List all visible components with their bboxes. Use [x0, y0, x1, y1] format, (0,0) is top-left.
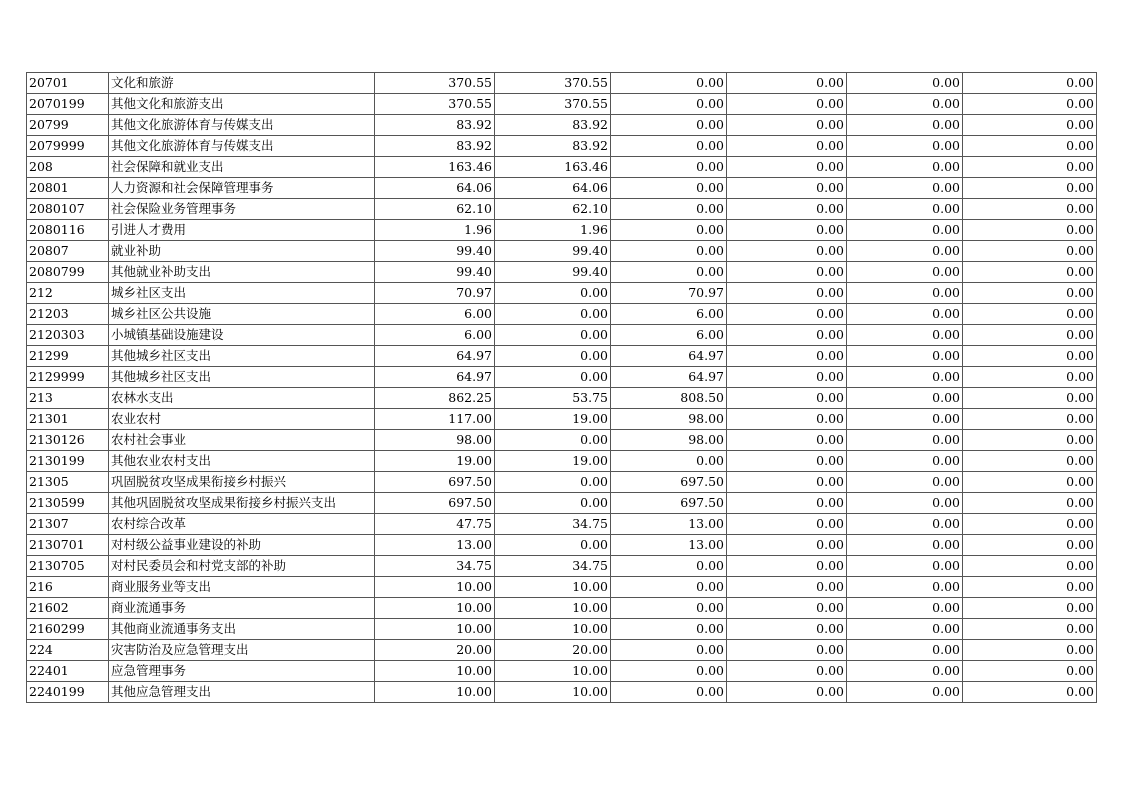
amount-cell: 70.97 — [611, 283, 727, 304]
subject-name-cell: 巩固脱贫攻坚成果衔接乡村振兴 — [109, 472, 375, 493]
amount-cell: 10.00 — [495, 577, 611, 598]
subject-code-cell: 21301 — [27, 409, 109, 430]
table-row — [27, 514, 1097, 535]
amount-cell: 0.00 — [727, 283, 847, 304]
expenditure-table — [26, 72, 1097, 703]
amount-cell: 0.00 — [847, 409, 963, 430]
table-row — [27, 220, 1097, 241]
amount-cell: 70.97 — [375, 283, 495, 304]
amount-cell: 19.00 — [495, 451, 611, 472]
amount-cell: 0.00 — [847, 682, 963, 703]
table-row — [27, 598, 1097, 619]
subject-code-cell: 2130701 — [27, 535, 109, 556]
table-row — [27, 157, 1097, 178]
amount-cell: 0.00 — [963, 136, 1097, 157]
amount-cell: 0.00 — [611, 451, 727, 472]
amount-cell: 6.00 — [611, 325, 727, 346]
amount-cell: 697.50 — [375, 493, 495, 514]
amount-cell: 0.00 — [727, 346, 847, 367]
amount-cell: 697.50 — [611, 472, 727, 493]
amount-cell: 370.55 — [495, 94, 611, 115]
subject-name-cell: 引进人才费用 — [109, 220, 375, 241]
amount-cell: 0.00 — [847, 241, 963, 262]
amount-cell: 0.00 — [727, 598, 847, 619]
amount-cell: 0.00 — [963, 94, 1097, 115]
table-row — [27, 94, 1097, 115]
amount-cell: 0.00 — [963, 157, 1097, 178]
subject-code-cell: 2240199 — [27, 682, 109, 703]
amount-cell: 0.00 — [963, 409, 1097, 430]
table-row — [27, 241, 1097, 262]
subject-code-cell: 2080799 — [27, 262, 109, 283]
amount-cell: 13.00 — [611, 535, 727, 556]
subject-name-cell: 灾害防治及应急管理支出 — [109, 640, 375, 661]
amount-cell: 0.00 — [727, 577, 847, 598]
table-row — [27, 577, 1097, 598]
amount-cell: 0.00 — [727, 199, 847, 220]
amount-cell: 99.40 — [375, 262, 495, 283]
amount-cell: 0.00 — [727, 73, 847, 94]
amount-cell: 0.00 — [847, 493, 963, 514]
table-row — [27, 619, 1097, 640]
amount-cell: 0.00 — [963, 73, 1097, 94]
amount-cell: 98.00 — [611, 430, 727, 451]
subject-name-cell: 农业农村 — [109, 409, 375, 430]
amount-cell: 697.50 — [375, 472, 495, 493]
table-row — [27, 451, 1097, 472]
amount-cell: 0.00 — [611, 577, 727, 598]
amount-cell: 0.00 — [727, 157, 847, 178]
subject-name-cell: 城乡社区支出 — [109, 283, 375, 304]
amount-cell: 0.00 — [611, 598, 727, 619]
amount-cell: 117.00 — [375, 409, 495, 430]
amount-cell: 370.55 — [375, 73, 495, 94]
table-row — [27, 325, 1097, 346]
amount-cell: 0.00 — [727, 304, 847, 325]
amount-cell: 0.00 — [963, 325, 1097, 346]
amount-cell: 808.50 — [611, 388, 727, 409]
amount-cell: 0.00 — [963, 661, 1097, 682]
subject-code-cell: 2130126 — [27, 430, 109, 451]
amount-cell: 0.00 — [611, 136, 727, 157]
amount-cell: 0.00 — [847, 157, 963, 178]
amount-cell: 0.00 — [847, 640, 963, 661]
amount-cell: 0.00 — [847, 388, 963, 409]
subject-code-cell: 21203 — [27, 304, 109, 325]
amount-cell: 1.96 — [375, 220, 495, 241]
amount-cell: 6.00 — [375, 325, 495, 346]
subject-code-cell: 21299 — [27, 346, 109, 367]
amount-cell: 0.00 — [495, 535, 611, 556]
amount-cell: 0.00 — [963, 682, 1097, 703]
subject-name-cell: 其他城乡社区支出 — [109, 367, 375, 388]
amount-cell: 163.46 — [495, 157, 611, 178]
subject-code-cell: 21305 — [27, 472, 109, 493]
amount-cell: 10.00 — [375, 619, 495, 640]
amount-cell: 34.75 — [495, 556, 611, 577]
table-row — [27, 472, 1097, 493]
table-row — [27, 535, 1097, 556]
amount-cell: 0.00 — [847, 514, 963, 535]
amount-cell: 0.00 — [963, 535, 1097, 556]
subject-code-cell: 20799 — [27, 115, 109, 136]
amount-cell: 13.00 — [611, 514, 727, 535]
amount-cell: 98.00 — [375, 430, 495, 451]
amount-cell: 83.92 — [375, 115, 495, 136]
amount-cell: 10.00 — [375, 577, 495, 598]
amount-cell: 0.00 — [727, 325, 847, 346]
amount-cell: 10.00 — [495, 619, 611, 640]
amount-cell: 0.00 — [727, 535, 847, 556]
amount-cell: 0.00 — [727, 115, 847, 136]
amount-cell: 0.00 — [847, 115, 963, 136]
amount-cell: 0.00 — [847, 619, 963, 640]
subject-name-cell: 就业补助 — [109, 241, 375, 262]
amount-cell: 0.00 — [847, 598, 963, 619]
subject-name-cell: 农村社会事业 — [109, 430, 375, 451]
amount-cell: 0.00 — [963, 451, 1097, 472]
table-row — [27, 73, 1097, 94]
amount-cell: 0.00 — [495, 472, 611, 493]
table-row — [27, 640, 1097, 661]
amount-cell: 83.92 — [495, 136, 611, 157]
subject-name-cell: 商业流通事务 — [109, 598, 375, 619]
amount-cell: 697.50 — [611, 493, 727, 514]
amount-cell: 0.00 — [727, 262, 847, 283]
subject-name-cell: 对村民委员会和村党支部的补助 — [109, 556, 375, 577]
amount-cell: 0.00 — [727, 661, 847, 682]
amount-cell: 0.00 — [847, 346, 963, 367]
amount-cell: 0.00 — [963, 178, 1097, 199]
subject-code-cell: 2160299 — [27, 619, 109, 640]
amount-cell: 64.97 — [375, 346, 495, 367]
subject-code-cell: 2120303 — [27, 325, 109, 346]
amount-cell: 163.46 — [375, 157, 495, 178]
amount-cell: 0.00 — [963, 493, 1097, 514]
amount-cell: 64.97 — [611, 346, 727, 367]
amount-cell: 0.00 — [611, 241, 727, 262]
subject-name-cell: 其他就业补助支出 — [109, 262, 375, 283]
subject-name-cell: 其他文化和旅游支出 — [109, 94, 375, 115]
subject-code-cell: 2129999 — [27, 367, 109, 388]
amount-cell: 0.00 — [847, 178, 963, 199]
table-row — [27, 430, 1097, 451]
amount-cell: 64.97 — [611, 367, 727, 388]
subject-code-cell: 2130705 — [27, 556, 109, 577]
amount-cell: 0.00 — [727, 682, 847, 703]
amount-cell: 0.00 — [611, 619, 727, 640]
subject-code-cell: 208 — [27, 157, 109, 178]
amount-cell: 98.00 — [611, 409, 727, 430]
amount-cell: 0.00 — [611, 682, 727, 703]
amount-cell: 0.00 — [963, 241, 1097, 262]
amount-cell: 0.00 — [963, 115, 1097, 136]
amount-cell: 0.00 — [727, 514, 847, 535]
amount-cell: 0.00 — [963, 640, 1097, 661]
subject-code-cell: 22401 — [27, 661, 109, 682]
amount-cell: 0.00 — [727, 640, 847, 661]
amount-cell: 0.00 — [963, 556, 1097, 577]
amount-cell: 0.00 — [963, 619, 1097, 640]
amount-cell: 10.00 — [495, 598, 611, 619]
amount-cell: 0.00 — [495, 304, 611, 325]
amount-cell: 0.00 — [611, 199, 727, 220]
amount-cell: 99.40 — [495, 241, 611, 262]
amount-cell: 0.00 — [727, 136, 847, 157]
amount-cell: 0.00 — [727, 430, 847, 451]
amount-cell: 0.00 — [847, 94, 963, 115]
amount-cell: 34.75 — [375, 556, 495, 577]
subject-code-cell: 2080116 — [27, 220, 109, 241]
amount-cell: 0.00 — [727, 94, 847, 115]
amount-cell: 0.00 — [963, 283, 1097, 304]
table-row — [27, 199, 1097, 220]
amount-cell: 0.00 — [495, 283, 611, 304]
amount-cell: 10.00 — [375, 682, 495, 703]
amount-cell: 20.00 — [495, 640, 611, 661]
amount-cell: 99.40 — [495, 262, 611, 283]
subject-name-cell: 应急管理事务 — [109, 661, 375, 682]
amount-cell: 0.00 — [963, 199, 1097, 220]
amount-cell: 0.00 — [847, 535, 963, 556]
amount-cell: 99.40 — [375, 241, 495, 262]
amount-cell: 0.00 — [847, 577, 963, 598]
amount-cell: 0.00 — [727, 472, 847, 493]
subject-code-cell: 20801 — [27, 178, 109, 199]
amount-cell: 64.06 — [375, 178, 495, 199]
subject-name-cell: 人力资源和社会保障管理事务 — [109, 178, 375, 199]
amount-cell: 0.00 — [847, 430, 963, 451]
subject-code-cell: 2070199 — [27, 94, 109, 115]
amount-cell: 0.00 — [495, 325, 611, 346]
subject-name-cell: 其他城乡社区支出 — [109, 346, 375, 367]
amount-cell: 370.55 — [375, 94, 495, 115]
table-row — [27, 115, 1097, 136]
table-row — [27, 304, 1097, 325]
subject-code-cell: 2080107 — [27, 199, 109, 220]
amount-cell: 0.00 — [611, 157, 727, 178]
subject-code-cell: 213 — [27, 388, 109, 409]
amount-cell: 0.00 — [847, 304, 963, 325]
amount-cell: 0.00 — [611, 178, 727, 199]
table-body — [27, 73, 1097, 703]
amount-cell: 0.00 — [847, 661, 963, 682]
subject-code-cell: 212 — [27, 283, 109, 304]
table-row — [27, 367, 1097, 388]
subject-name-cell: 小城镇基础设施建设 — [109, 325, 375, 346]
amount-cell: 13.00 — [375, 535, 495, 556]
amount-cell: 0.00 — [963, 304, 1097, 325]
table-row — [27, 262, 1097, 283]
amount-cell: 0.00 — [727, 619, 847, 640]
table-row — [27, 409, 1097, 430]
subject-name-cell: 文化和旅游 — [109, 73, 375, 94]
subject-name-cell: 对村级公益事业建设的补助 — [109, 535, 375, 556]
amount-cell: 0.00 — [847, 136, 963, 157]
amount-cell: 20.00 — [375, 640, 495, 661]
amount-cell: 0.00 — [611, 661, 727, 682]
amount-cell: 10.00 — [495, 682, 611, 703]
subject-name-cell: 农村综合改革 — [109, 514, 375, 535]
amount-cell: 0.00 — [847, 325, 963, 346]
amount-cell: 0.00 — [847, 367, 963, 388]
amount-cell: 53.75 — [495, 388, 611, 409]
amount-cell: 10.00 — [495, 661, 611, 682]
amount-cell: 0.00 — [611, 556, 727, 577]
table-row — [27, 682, 1097, 703]
table-row — [27, 493, 1097, 514]
table-row — [27, 178, 1097, 199]
subject-name-cell: 其他文化旅游体育与传媒支出 — [109, 136, 375, 157]
amount-cell: 47.75 — [375, 514, 495, 535]
table-row — [27, 346, 1097, 367]
subject-code-cell: 216 — [27, 577, 109, 598]
amount-cell: 0.00 — [847, 451, 963, 472]
subject-code-cell: 21307 — [27, 514, 109, 535]
amount-cell: 19.00 — [375, 451, 495, 472]
amount-cell: 0.00 — [963, 577, 1097, 598]
amount-cell: 0.00 — [847, 283, 963, 304]
table-row — [27, 556, 1097, 577]
amount-cell: 0.00 — [963, 472, 1097, 493]
subject-code-cell: 224 — [27, 640, 109, 661]
amount-cell: 0.00 — [847, 556, 963, 577]
amount-cell: 1.96 — [495, 220, 611, 241]
amount-cell: 19.00 — [495, 409, 611, 430]
subject-name-cell: 商业服务业等支出 — [109, 577, 375, 598]
subject-code-cell: 20807 — [27, 241, 109, 262]
amount-cell: 0.00 — [727, 178, 847, 199]
subject-code-cell: 2079999 — [27, 136, 109, 157]
table-row — [27, 388, 1097, 409]
amount-cell: 0.00 — [611, 94, 727, 115]
amount-cell: 6.00 — [375, 304, 495, 325]
subject-code-cell: 2130599 — [27, 493, 109, 514]
amount-cell: 10.00 — [375, 661, 495, 682]
subject-name-cell: 其他农业农村支出 — [109, 451, 375, 472]
amount-cell: 0.00 — [727, 367, 847, 388]
amount-cell: 0.00 — [727, 556, 847, 577]
table-row — [27, 136, 1097, 157]
table-row — [27, 283, 1097, 304]
amount-cell: 62.10 — [495, 199, 611, 220]
amount-cell: 0.00 — [963, 598, 1097, 619]
amount-cell: 0.00 — [727, 388, 847, 409]
amount-cell: 0.00 — [727, 451, 847, 472]
subject-name-cell: 其他应急管理支出 — [109, 682, 375, 703]
amount-cell: 6.00 — [611, 304, 727, 325]
subject-code-cell: 2130199 — [27, 451, 109, 472]
amount-cell: 0.00 — [727, 241, 847, 262]
amount-cell: 34.75 — [495, 514, 611, 535]
subject-name-cell: 农林水支出 — [109, 388, 375, 409]
amount-cell: 0.00 — [495, 367, 611, 388]
amount-cell: 0.00 — [611, 640, 727, 661]
amount-cell: 83.92 — [375, 136, 495, 157]
amount-cell: 862.25 — [375, 388, 495, 409]
amount-cell: 0.00 — [611, 73, 727, 94]
subject-name-cell: 社会保障和就业支出 — [109, 157, 375, 178]
amount-cell: 0.00 — [847, 199, 963, 220]
subject-code-cell: 20701 — [27, 73, 109, 94]
amount-cell: 0.00 — [963, 262, 1097, 283]
amount-cell: 0.00 — [611, 220, 727, 241]
amount-cell: 0.00 — [963, 388, 1097, 409]
amount-cell: 0.00 — [727, 220, 847, 241]
amount-cell: 0.00 — [963, 514, 1097, 535]
amount-cell: 83.92 — [495, 115, 611, 136]
amount-cell: 0.00 — [495, 430, 611, 451]
amount-cell: 0.00 — [727, 493, 847, 514]
table-row — [27, 661, 1097, 682]
subject-name-cell: 城乡社区公共设施 — [109, 304, 375, 325]
amount-cell: 10.00 — [375, 598, 495, 619]
amount-cell: 0.00 — [611, 262, 727, 283]
subject-name-cell: 其他商业流通事务支出 — [109, 619, 375, 640]
amount-cell: 0.00 — [495, 493, 611, 514]
amount-cell: 64.97 — [375, 367, 495, 388]
subject-name-cell: 其他巩固脱贫攻坚成果衔接乡村振兴支出 — [109, 493, 375, 514]
amount-cell: 0.00 — [963, 430, 1097, 451]
amount-cell: 0.00 — [963, 367, 1097, 388]
amount-cell: 0.00 — [847, 73, 963, 94]
amount-cell: 0.00 — [847, 262, 963, 283]
amount-cell: 0.00 — [847, 472, 963, 493]
amount-cell: 0.00 — [963, 220, 1097, 241]
subject-name-cell: 社会保险业务管理事务 — [109, 199, 375, 220]
amount-cell: 0.00 — [727, 409, 847, 430]
subject-code-cell: 21602 — [27, 598, 109, 619]
amount-cell: 62.10 — [375, 199, 495, 220]
amount-cell: 64.06 — [495, 178, 611, 199]
amount-cell: 0.00 — [963, 346, 1097, 367]
amount-cell: 0.00 — [847, 220, 963, 241]
amount-cell: 0.00 — [495, 346, 611, 367]
amount-cell: 0.00 — [611, 115, 727, 136]
amount-cell: 370.55 — [495, 73, 611, 94]
subject-name-cell: 其他文化旅游体育与传媒支出 — [109, 115, 375, 136]
